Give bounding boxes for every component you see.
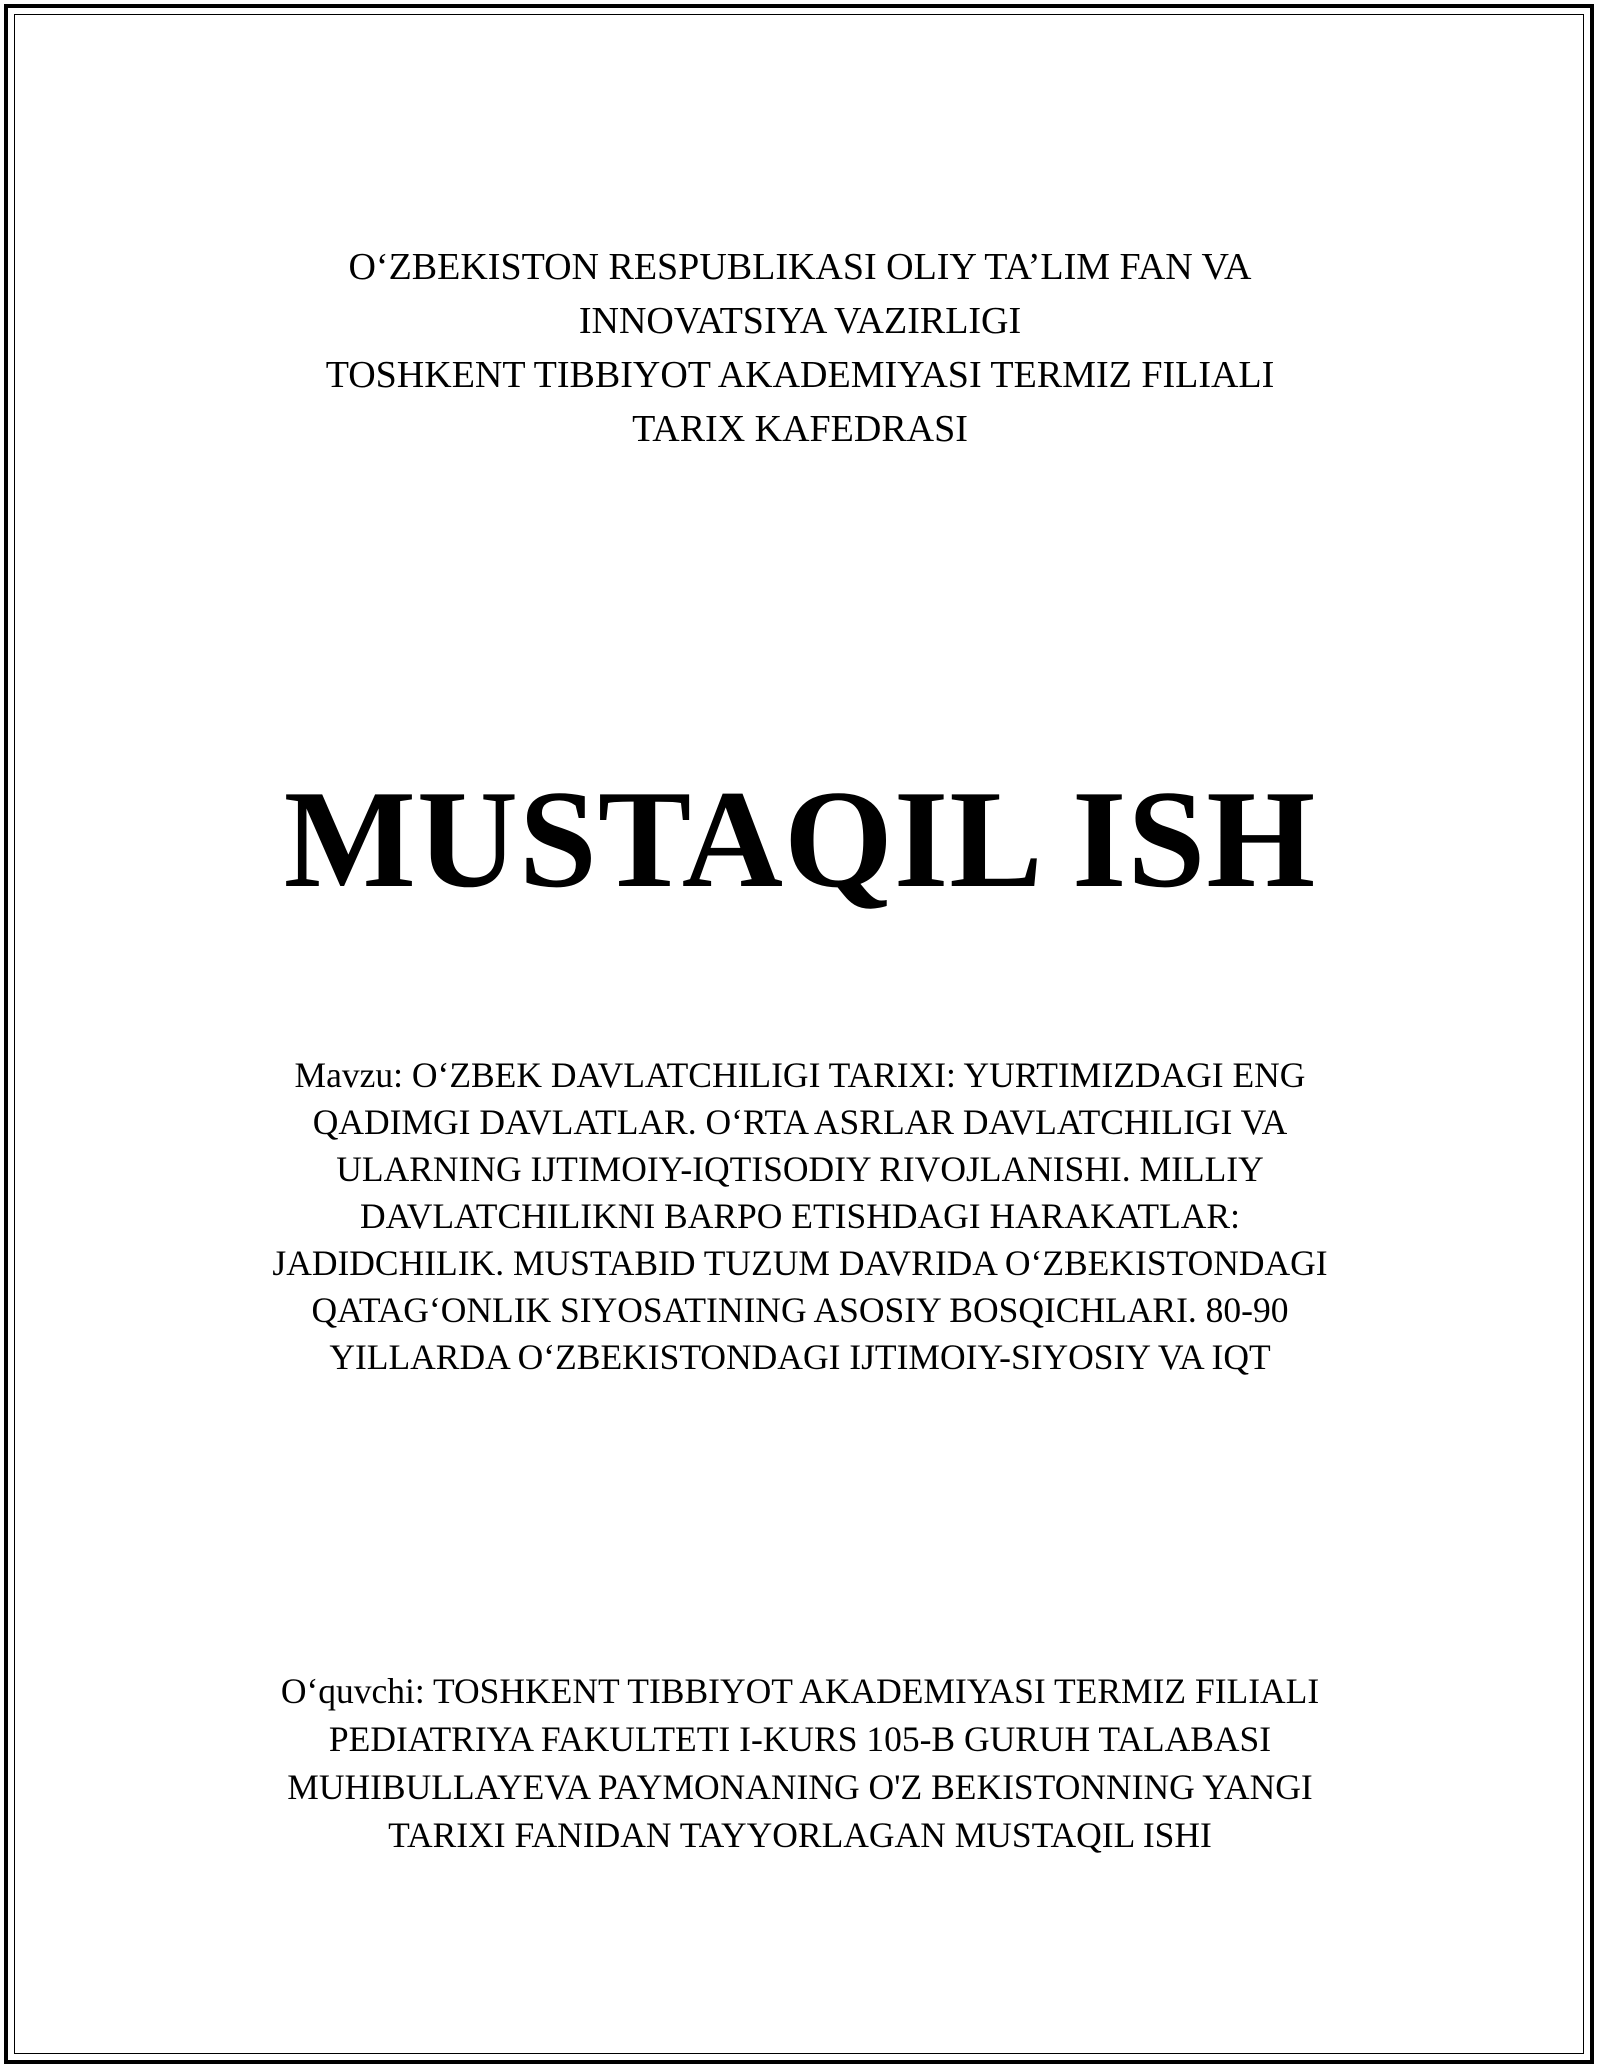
header-line-ministry-2: INNOVATSIYA VAZIRLIGI xyxy=(578,300,1022,342)
institution-header xyxy=(160,240,1440,456)
document-title: MUSTAQIL ISH xyxy=(283,762,1317,917)
header-line-department: TARIX KAFEDRASI xyxy=(632,408,968,450)
header-line-academy: TOSHKENT TIBBIYOT AKADEMIYASI TERMIZ FILIALI xyxy=(325,354,1275,396)
topic-paragraph: Mavzu: O‘ZBEK DAVLATCHILIGI TARIXI: YURTIMIZDAGI ENG QADIMGI DAVLATLAR. O‘RTA ASRLAR DAVLATCHILIGI VA ULARNING IJTIMOIY-IQTISODIY RIVOJLANISHI. MILLIY DAVLATCHILIKNI BARPO ETISHDAGI HARAKATLAR: JADIDCHILIK. MUSTABID TUZUM DAVRIDA O‘ZBEKISTONDAGI QATAG‘ONLIK SIYOSATINING ASOSIY BOSQICHLARI. 80-90 YILLARDA O‘ZBEKISTONDAGI IJTIMOIY-SIYOSIY VA IQT xyxy=(272,1055,1328,1377)
student-paragraph: O‘quvchi: TOSHKENT TIBBIYOT AKADEMIYASI TERMIZ FILIALI PEDIATRIYA FAKULTETI I-KURS 105-B GURUH TALABASI MUHIBULLAYEVA PAYMONANING O'Z BEKISTONNING YANGI TARIXI FANIDAN TAYYORLAGAN MUSTAQIL ISHI xyxy=(280,1671,1320,1855)
header-line-ministry-1: O‘ZBEKISTON RESPUBLIKASI OLIY TA’LIM FAN VA xyxy=(348,246,1252,288)
